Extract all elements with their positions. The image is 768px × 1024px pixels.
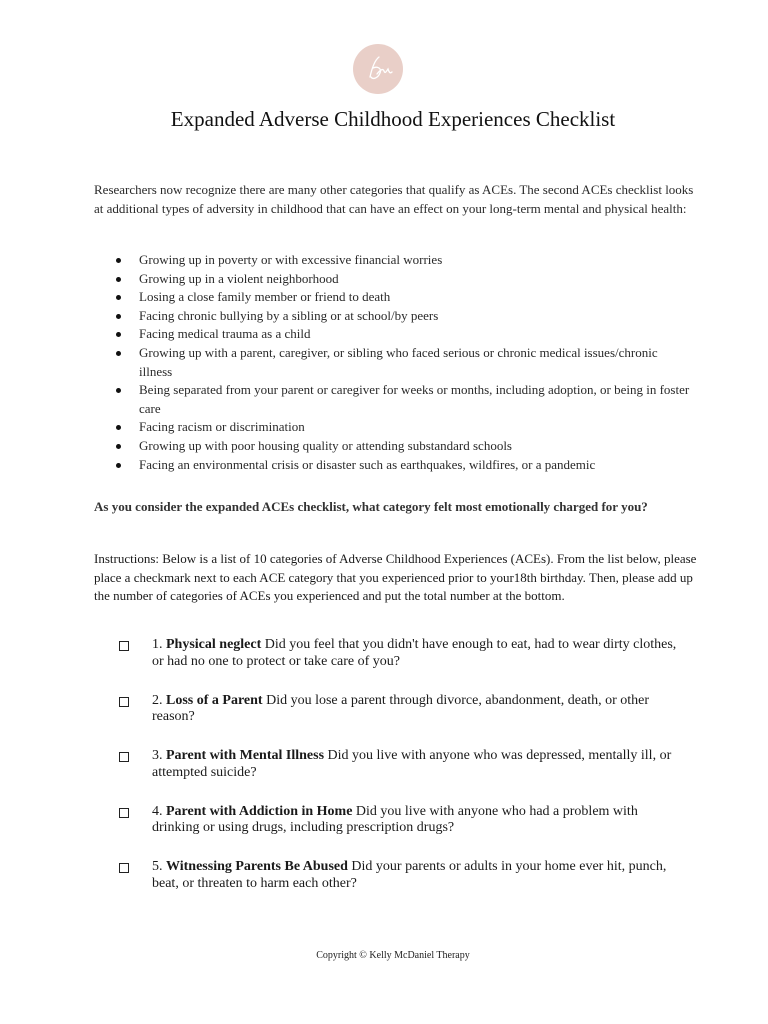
list-item-text: Facing chronic bullying by a sibling or at school/by peers — [139, 307, 439, 323]
item-number: 1. — [152, 637, 166, 652]
checklist-item-physical-neglect — [119, 637, 679, 693]
checkbox[interactable] — [119, 863, 129, 873]
list-item-text: Growing up with a parent, caregiver, or sibling who faced serious or chronic medical issues/chronic illness — [139, 344, 658, 379]
item-heading: Witnessing Parents Be Abused — [166, 859, 348, 874]
item-heading: Loss of a Parent — [166, 692, 263, 708]
list-item-text: Losing a close family member or friend to death — [139, 289, 391, 305]
item-heading: Parent with Mental Illness — [166, 748, 325, 763]
page-title: Expanded Adverse Childhood Experiences Checklist — [170, 107, 616, 131]
expanded-aces-list — [94, 251, 694, 474]
list-item — [94, 325, 694, 344]
list-item-text: Facing an environmental crisis or disaster such as earthquakes, wildfires, or a pandemic — [139, 456, 596, 472]
monogram-icon — [353, 44, 403, 94]
checkbox[interactable] — [119, 641, 129, 651]
checklist-item-parent-mental-illness — [119, 748, 679, 804]
list-item-text: Facing racism or discrimination — [139, 419, 305, 435]
item-heading: Physical neglect — [166, 637, 262, 652]
list-item — [94, 437, 694, 456]
list-item-text: Growing up in a violent neighborhood — [139, 270, 339, 286]
intro-paragraph: Researchers now recognize there are many other categories that qualify as ACEs. The second ACEs checklist looks at additional types of adversity in childhood that can have an effect on your long-term mental and physical health: — [94, 182, 694, 216]
checkbox[interactable] — [119, 808, 129, 818]
checklist-item-loss-of-parent — [119, 693, 679, 749]
item-question: Did you feel that you didn't have enough to eat, had to wear dirty clothes, or had no one to protect or take care of you? — [152, 637, 677, 669]
bullet-icon — [116, 388, 121, 393]
item-number: 2. — [152, 692, 166, 708]
item-number: 3. — [152, 748, 166, 763]
ace-checklist — [119, 637, 679, 915]
checkbox[interactable] — [119, 697, 129, 707]
bullet-icon — [116, 351, 121, 356]
brand-logo — [353, 44, 403, 94]
checklist-item-witnessing-abuse — [119, 859, 679, 915]
item-question: Did you live with anyone who was depressed, mentally ill, or attempted suicide? — [152, 748, 672, 780]
bullet-icon — [116, 332, 121, 337]
list-item-text: Growing up with poor housing quality or attending substandard schools — [139, 437, 512, 453]
list-item — [94, 270, 694, 289]
item-question: Did you lose a parent through divorce, abandonment, death, or other reason? — [152, 692, 650, 724]
instructions-paragraph: Instructions: Below is a list of 10 categories of Adverse Childhood Experiences (ACEs). From the list below, please place a checkmark next to each ACE category that you experienced prior to your18th birthday. Then, please add up the number of categories of ACEs you experienced and put the total number at the bottom. — [94, 551, 697, 604]
list-item — [94, 344, 694, 381]
list-item — [94, 456, 694, 475]
bullet-icon — [116, 314, 121, 319]
list-item-text: Growing up in poverty or with excessive financial worries — [139, 252, 443, 267]
bullet-icon — [116, 425, 121, 430]
checklist-item-parent-addiction — [119, 804, 679, 860]
list-item — [94, 251, 694, 270]
item-question: Did your parents or adults in your home ever hit, punch, beat, or threaten to harm each other? — [152, 859, 667, 891]
list-item-text: Being separated from your parent or caregiver for weeks or months, including adoption, or being in foster care — [139, 382, 690, 416]
item-heading: Parent with Addiction in Home — [166, 803, 353, 819]
bullet-icon — [116, 277, 121, 282]
list-item — [94, 307, 694, 326]
list-item — [94, 381, 694, 418]
item-number: 4. — [152, 803, 166, 819]
item-number: 5. — [152, 859, 166, 874]
copyright-footer: Copyright © Kelly McDaniel Therapy — [316, 950, 470, 961]
bullet-icon — [116, 463, 121, 468]
item-question: Did you live with anyone who had a problem with drinking or using drugs, including prescription drugs? — [152, 803, 638, 835]
bullet-icon — [116, 444, 121, 449]
list-item — [94, 288, 694, 307]
reflection-question: As you consider the expanded ACEs checklist, what category felt most emotionally charged for you? — [94, 499, 648, 514]
list-item — [94, 418, 694, 437]
checkbox[interactable] — [119, 752, 129, 762]
bullet-icon — [116, 258, 121, 263]
bullet-icon — [116, 295, 121, 300]
list-item-text: Facing medical trauma as a child — [139, 326, 311, 342]
